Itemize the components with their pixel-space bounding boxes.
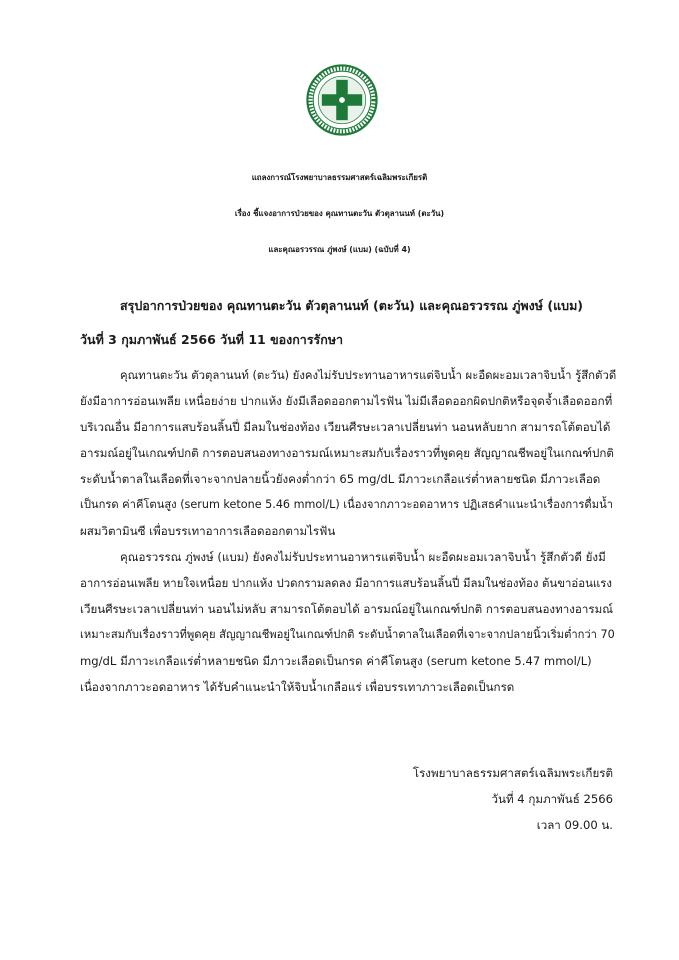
seal-icon — [306, 64, 378, 136]
paragraph-line: ยังมีอาการอ่อนเพลีย เหนื่อยง่าย ปากแห้ง ยังมีเลือดออกตามไรฟัน ไม่มีเลือดออกผิดปกติหรือจุดจ้ำเลือดออกที่ — [80, 394, 613, 408]
statement-subject: เรื่อง ชี้แจงอาการป่วยของ คุณทานตะวัน ตัวตุลานนท์ (ตะวัน) — [234, 209, 445, 218]
paragraph-line: เป็นกรด ค่าคีโตนสูง (serum ketone 5.46 mmol/L) เนื่องจากภาวะอดอาหาร ปฏิเสธคำแนะนำเรื่องการดื่มน้ำ — [80, 498, 614, 511]
paragraph-line: เวียนศีรษะเวลาเปลี่ยนท่า นอนไม่หลับ สามารถโต้ตอบได้ อารมณ์อยู่ในเกณฑ์ปกติ การตอบสนองทางอารมณ์ — [80, 602, 613, 616]
report-date-line: วันที่ 3 กุมภาพันธ์ 2566 วันที่ 11 ของการรักษา — [80, 332, 344, 347]
paragraph-line: อารมณ์อยู่ในเกณฑ์ปกติ การตอบสนองทางอารมณ์เหมาะสมกับเรื่องราวที่พูดคุย สัญญาณชีพอยู่ในเกณฑ์ปกติ — [80, 446, 614, 460]
paragraph-line: ผสมวิตามินซี เพื่อบรรเทาอาการเลือดออกตามไรฟัน — [80, 524, 336, 538]
signature-date: วันที่ 4 กุมภาพันธ์ 2566 — [491, 792, 613, 806]
signature-org: โรงพยาบาลธรรมศาสตร์เฉลิมพระเกียรติ — [412, 766, 613, 780]
patient-2-paragraph — [80, 544, 620, 700]
paragraph-line: mg/dL มีภาวะเกลือแร่ต่ำหลายชนิด มีภาวะเลือดเป็นกรด ค่าคีโตนสูง (serum ketone 5.47 mmol/L) — [80, 654, 592, 668]
paragraph-line: คุณอรวรรณ ภู่พงษ์ (แบม) ยังคงไม่รับประทานอาหารแต่จิบน้ำ ผะอืดผะอมเวลาจิบน้ำ รู้สึกตัวดี ยังมี — [120, 550, 606, 564]
paragraph-line: เนื่องจากภาวะอดอาหาร ได้รับคำแนะนำให้จิบน้ำเกลือแร่ เพื่อบรรเทาภาวะเลือดเป็นกรด — [80, 680, 515, 694]
paragraph-line: คุณทานตะวัน ตัวตุลานนท์ (ตะวัน) ยังคงไม่รับประทานอาหารแต่จิบน้ำ ผะอืดผะอมเวลาจิบน้ำ รู้สึกตัวดี — [120, 368, 617, 382]
statement-subject-cont: และคุณอรวรรณ ภู่พงษ์ (แบม) (ฉบับที่ 4) — [268, 245, 411, 254]
paragraph-line: อาการอ่อนเพลีย หายใจเหนื่อย ปากแห้ง ปวดกรามลดลง มีอาการแสบร้อนลิ้นปี่ มีลมในช่องท้อง ต้นขาอ่อนแรง — [80, 576, 612, 590]
statement-heading: แถลงการณ์โรงพยาบาลธรรมศาสตร์เฉลิมพระเกียรติ — [251, 173, 428, 182]
patient-1-paragraph — [80, 362, 620, 544]
paragraph-line: ระดับน้ำตาลในเลือดที่เจาะจากปลายนิ้วยังคงต่ำกว่า 65 mg/dL มีภาวะเกลือแร่ต่ำหลายชนิด มีภาวะเลือด — [80, 472, 601, 486]
hospital-seal-logo — [306, 64, 378, 136]
paragraph-line: บริเวณอื่น มีอาการแสบร้อนลิ้นปี่ มีลมในช่องท้อง เวียนศีรษะเวลาเปลี่ยนท่า นอนหลับยาก สามารถโต้ตอบได้ — [80, 420, 611, 434]
paragraph-line: เหมาะสมกับเรื่องราวที่พูดคุย สัญญาณชีพอยู่ในเกณฑ์ปกติ ระดับน้ำตาลในเลือดที่เจาะจากปลายนิ้วเริ่มต่ำกว่า 70 — [80, 628, 615, 641]
signature-block — [413, 760, 613, 838]
signature-time: เวลา 09.00 น. — [536, 818, 613, 832]
summary-title: สรุปอาการป่วยของ คุณทานตะวัน ตัวตุลานนท์ (ตะวัน) และคุณอรวรรณ ภู่พงษ์ (แบม) — [120, 298, 584, 313]
